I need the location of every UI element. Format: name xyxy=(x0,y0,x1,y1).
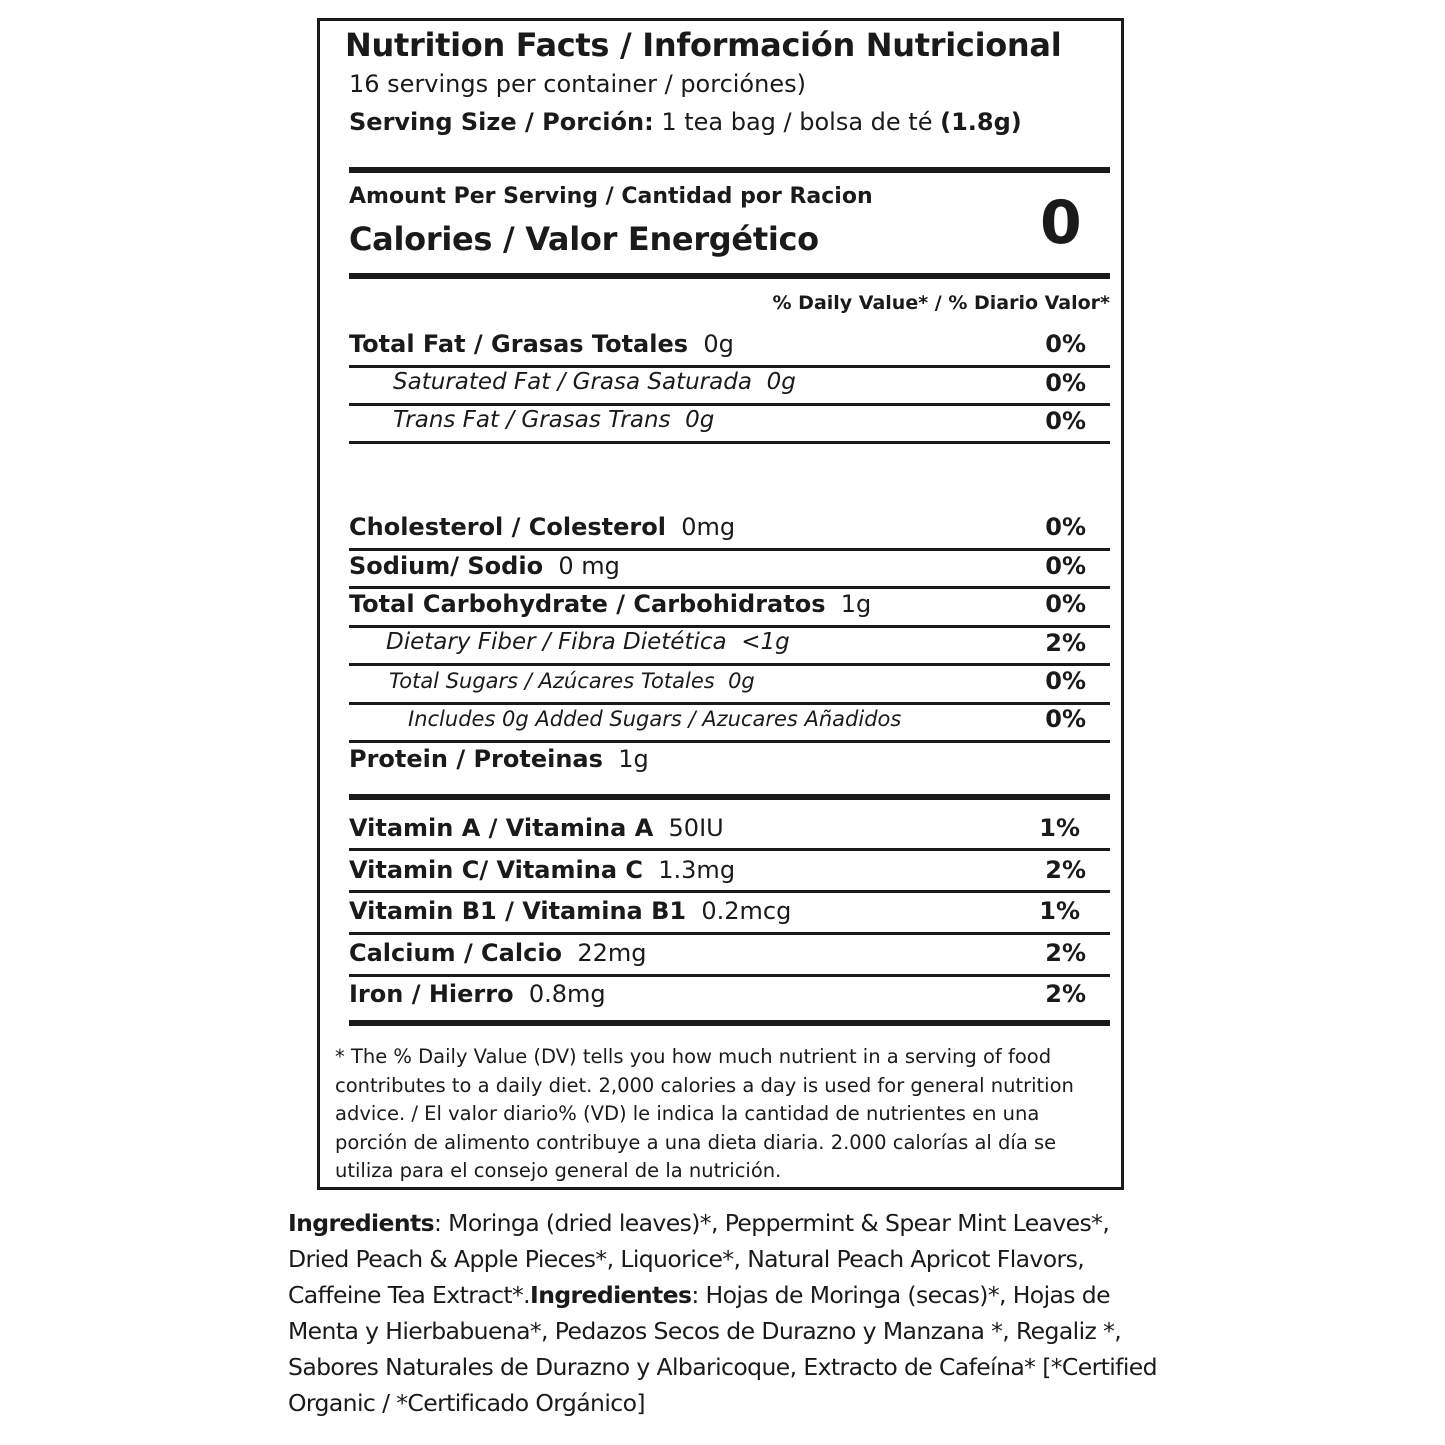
nutrient-row-sodium xyxy=(349,552,620,580)
vitamin-row-vitamin-b1 xyxy=(349,897,791,925)
nutrient-amount: <1g xyxy=(741,629,790,655)
nutrient-name: Trans Fat / Grasas Trans xyxy=(393,407,671,433)
nutrient-row-total-fat xyxy=(349,330,734,358)
nutrient-name: Dietary Fiber / Fibra Dietética xyxy=(386,629,727,655)
nutrient-pct: 0% xyxy=(1045,552,1086,580)
vitamin-name: Iron / Hierro xyxy=(349,980,514,1008)
vitamin-row-vitamin-a xyxy=(349,814,724,842)
row-divider xyxy=(349,974,1110,977)
vitamin-name: Vitamin C/ Vitamina C xyxy=(349,856,643,884)
nutrient-pct: 0% xyxy=(1045,667,1086,695)
nutrient-pct: 0% xyxy=(1045,513,1086,541)
nutrient-pct: 0% xyxy=(1045,590,1086,618)
nutrient-pct: 0% xyxy=(1045,407,1086,435)
row-divider xyxy=(349,365,1110,368)
row-divider xyxy=(349,740,1110,743)
vitamin-pct: 2% xyxy=(1045,939,1086,967)
row-divider xyxy=(349,848,1110,851)
nutrient-pct: 2% xyxy=(1045,629,1086,657)
nutrient-name: Protein / Proteinas xyxy=(349,745,603,773)
nutrient-name: Cholesterol / Colesterol xyxy=(349,513,666,541)
nutrient-row-saturated-fat xyxy=(393,369,796,395)
row-divider xyxy=(349,586,1110,589)
nutrient-pct: 0% xyxy=(1045,369,1086,397)
serving-size-value: 1 tea bag / bolsa de té xyxy=(661,108,933,136)
vitamin-pct: 1% xyxy=(1039,897,1080,925)
row-divider xyxy=(349,548,1110,551)
serving-size xyxy=(349,108,1022,136)
vitamin-name: Calcium / Calcio xyxy=(349,939,563,967)
thick-divider xyxy=(349,273,1110,279)
serving-size-weight: (1.8g) xyxy=(940,108,1022,136)
nutrient-amount: 0g xyxy=(766,369,796,395)
ingredients-label-es: Ingredientes xyxy=(530,1281,692,1309)
vitamin-name: Vitamin B1 / Vitamina B1 xyxy=(349,897,687,925)
thick-divider xyxy=(349,1020,1110,1026)
nutrient-name: Sodium/ Sodio xyxy=(349,552,544,580)
nutrient-row-total-carbohydrate xyxy=(349,590,871,618)
nutrient-row-added-sugars: Includes 0g Added Sugars / Azucares Añadidos xyxy=(408,707,902,731)
nutrient-name: Total Sugars / Azúcares Totales xyxy=(389,669,715,693)
calories-value: 0 xyxy=(1040,188,1082,258)
row-divider xyxy=(349,403,1110,406)
nutrient-name: Total Fat / Grasas Totales xyxy=(349,330,689,358)
servings-per-container: 16 servings per container / porciónes) xyxy=(349,70,806,98)
nutrient-row-protein xyxy=(349,745,649,773)
ingredients-text-en: : Moringa (dried leaves)*, Peppermint & Spear Mint Leaves*, Dried Peach & Apple Pieces*, Liquorice*, Natural Peach Apricot Flavors, Caffeine Tea Extract*. xyxy=(288,1209,1110,1309)
row-divider xyxy=(349,625,1110,628)
nutrient-row-total-sugars xyxy=(389,669,755,693)
daily-value-header: % Daily Value* / % Diario Valor* xyxy=(772,292,1110,314)
nutrient-amount: 0g xyxy=(703,330,734,358)
vitamin-name: Vitamin A / Vitamina A xyxy=(349,814,654,842)
nutrient-row-dietary-fiber xyxy=(386,629,790,655)
nutrient-amount: 0mg xyxy=(681,513,736,541)
vitamin-row-vitamin-c xyxy=(349,856,735,884)
row-divider xyxy=(349,441,1110,444)
vitamin-amount: 1.3mg xyxy=(658,856,736,884)
nutrient-amount: 1g xyxy=(618,745,649,773)
row-divider xyxy=(349,663,1110,666)
nutrient-row-trans-fat xyxy=(393,407,714,433)
vitamin-row-calcium xyxy=(349,939,646,967)
nutrient-amount: 0g xyxy=(685,407,715,433)
row-divider xyxy=(349,932,1110,935)
nutrient-name: Saturated Fat / Grasa Saturada xyxy=(393,369,752,395)
vitamin-amount: 0.8mg xyxy=(528,980,606,1008)
nutrient-pct: 0% xyxy=(1045,705,1086,733)
nutrient-row-cholesterol xyxy=(349,513,735,541)
nutrient-amount: 0g xyxy=(728,669,755,693)
serving-size-label: Serving Size / Porción: xyxy=(349,108,654,136)
nutrient-pct: 0% xyxy=(1045,330,1086,358)
vitamin-amount: 22mg xyxy=(577,939,647,967)
nutrient-amount: 1g xyxy=(840,590,872,618)
nutrient-name: Total Carbohydrate / Carbohidratos xyxy=(349,590,826,618)
row-divider xyxy=(349,702,1110,705)
amount-per-serving: Amount Per Serving / Cantidad por Racion xyxy=(349,184,873,209)
vitamin-row-iron xyxy=(349,980,606,1008)
nutrient-amount: 0 mg xyxy=(558,552,620,580)
vitamin-pct: 2% xyxy=(1045,980,1086,1008)
vitamin-amount: 0.2mcg xyxy=(701,897,792,925)
ingredients-list xyxy=(288,1205,1168,1421)
ingredients-label-en: Ingredients xyxy=(288,1209,434,1237)
row-divider xyxy=(349,890,1110,893)
thick-divider xyxy=(349,167,1110,173)
calories-label: Calories / Valor Energético xyxy=(349,220,819,258)
vitamin-amount: 50IU xyxy=(668,814,724,842)
daily-value-footnote: * The % Daily Value (DV) tells you how much nutrient in a serving of food contributes to a daily diet. 2,000 calories a day is used for general nutrition advice. / El valor diario% (VD) le indica la cantidad de nutrientes en una porción de alimento contribuye a una dieta diaria. 2.000 calorías al día se utiliza para el consejo general de la nutrición. xyxy=(335,1045,1074,1183)
vitamin-pct: 2% xyxy=(1045,856,1086,884)
ingredients-text-es: : Hojas de Moringa (secas)*, Hojas de Menta y Hierbabuena*, Pedazos Secos de Durazno y Manzana *, Regaliz *, Sabores Naturales de Durazno y Albaricoque, Extracto de Cafeína* [*Certified Organic / *Certificado Orgánico] xyxy=(288,1281,1157,1417)
vitamin-pct: 1% xyxy=(1039,814,1080,842)
thick-divider xyxy=(349,794,1110,800)
label-title: Nutrition Facts / Información Nutricional xyxy=(345,26,1062,64)
